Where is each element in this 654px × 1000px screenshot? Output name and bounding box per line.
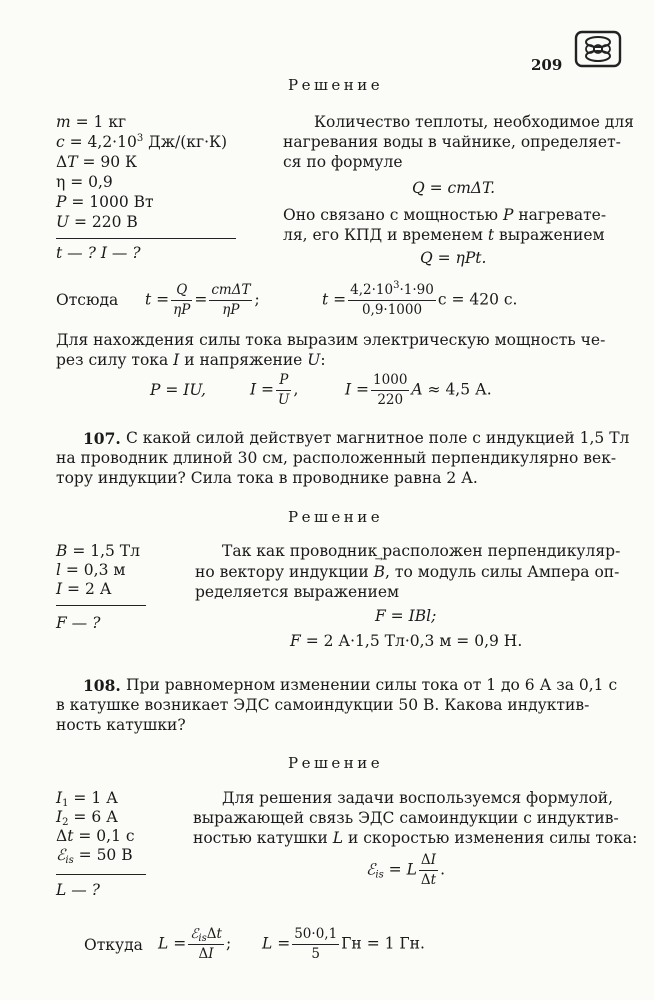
given-length: l = 0,3 м — [56, 561, 126, 579]
solution-text-line: Оно связано с мощностью P нагревате- — [283, 206, 607, 224]
inductance-calculation: L = $\frac{50\cdot 0,1}{5}$ Гн = 1 Гн. — [262, 926, 425, 962]
solution-heading: Решение — [288, 754, 384, 772]
solution-text-line: ля, его КПД и временем t выражением — [283, 226, 605, 244]
unknown-line: F — ? — [56, 614, 101, 632]
solution-text-line: Для решения задачи воспользуемся формулой, — [222, 789, 614, 807]
given-current: I = 2 А — [56, 580, 112, 598]
given-delta-t: ΔT = 90 К — [56, 153, 138, 171]
given-efficiency: η = 0,9 — [56, 173, 113, 191]
problem-107-text: С какой силой действует магнитное поле с индукцией 1,5 Тл — [126, 429, 630, 447]
ampere-calculation: F = 2 А·1,5 Тл·0,3 м = 0,9 Н. — [290, 632, 523, 650]
given-current-2: $I_2 = 6$ А — [56, 808, 118, 828]
current-calculation: I = $\frac{1000}{220}$ A ≈ 4,5 А. — [345, 372, 492, 408]
given-time-interval: Δt = 0,1 с — [56, 827, 135, 845]
unknown-line: t — ? I — ? — [56, 244, 141, 262]
page-number: 209 — [531, 56, 563, 74]
current-formula: I = $\frac{P}{U}$ , — [250, 372, 299, 408]
time-expression: t = $\frac{Q}{\eta P}$ = $\frac{\text{cmΔT}}{\eta P}$ ; — [145, 282, 260, 318]
given-divider — [56, 238, 236, 239]
power-time-formula: Q = ηPt. — [420, 249, 487, 267]
unknown-line: L — ? — [56, 881, 100, 899]
given-divider — [56, 874, 146, 875]
heat-formula: Q = cmΔT. — [412, 179, 496, 197]
solution-heading: Решение — [288, 508, 384, 526]
given-power: P = 1000 Вт — [56, 193, 154, 211]
solution-text-line: Так как проводник расположен перпендикуляр- — [222, 542, 621, 560]
given-current-1: $I_1 = 1$ А — [56, 789, 118, 809]
solution-text-line: ностью катушки L и скоростью изменения силы тока: — [193, 829, 638, 847]
problem-107-number: 107. — [83, 429, 121, 448]
problem-108-number: 108. — [83, 676, 121, 695]
given-voltage: U = 220 В — [56, 213, 138, 231]
given-mass: m = 1 кг — [56, 113, 127, 131]
chapter-emblem-icon — [574, 30, 622, 72]
problem-108-text: в катушке возникает ЭДС самоиндукции 50 В. Какова индуктив- — [56, 696, 590, 714]
solution-text-line: выражающей связь ЭДС самоиндукции с индуктив- — [193, 809, 619, 827]
problem-108-text: ность катушки? — [56, 716, 186, 734]
solution-text-line: но вектору индукции → B, то модуль силы Ампера оп- — [195, 565, 619, 581]
solution-text-line: ся по формуле — [283, 153, 403, 171]
hence-label: Откуда — [84, 936, 143, 954]
given-divider — [56, 605, 146, 606]
emf-formula: ℰ$_{is}$ = L $\frac{\Delta I}{\Delta t}$ . — [366, 852, 445, 888]
hence-label: Отсюда — [56, 291, 119, 309]
solution-text-line: ределяется выражением — [195, 583, 400, 601]
time-calculation: t = $\frac{4,2\cdot 10^3\cdot 1\cdot 90}{0,9\cdot 1000}$ с = 420 с. — [322, 280, 518, 318]
ampere-formula: F = IBl; — [375, 607, 437, 625]
solution-heading: Решение — [288, 76, 384, 94]
problem-108-text: При равномерном изменении силы тока от 1 до 6 А за 0,1 с — [126, 676, 618, 694]
solution-text-line: рез силу тока I и напряжение U: — [56, 351, 326, 369]
given-heat-capacity: $c = 4,2\cdot 10^3$ Дж/(кг·К) — [56, 133, 228, 151]
inductance-expression: L = $\frac{ℰ_{is}\Delta t}{\Delta I}$ ; — [158, 926, 232, 962]
problem-107-text: тору индукции? Сила тока в проводнике равна 2 А. — [56, 469, 478, 487]
solution-text-line: Для нахождения силы тока выразим электрическую мощность че- — [56, 331, 606, 349]
solution-text-line: нагревания воды в чайнике, определяет- — [283, 133, 621, 151]
given-emf: ℰ$_{is}$ = 50 В — [56, 846, 133, 866]
power-formula: P = IU, — [150, 381, 206, 399]
given-induction: B = 1,5 Тл — [56, 542, 140, 560]
problem-107-text: на проводник длиной 30 см, расположенный перпендикулярно век- — [56, 449, 617, 467]
solution-text-line: Количество теплоты, необходимое для — [314, 113, 634, 131]
